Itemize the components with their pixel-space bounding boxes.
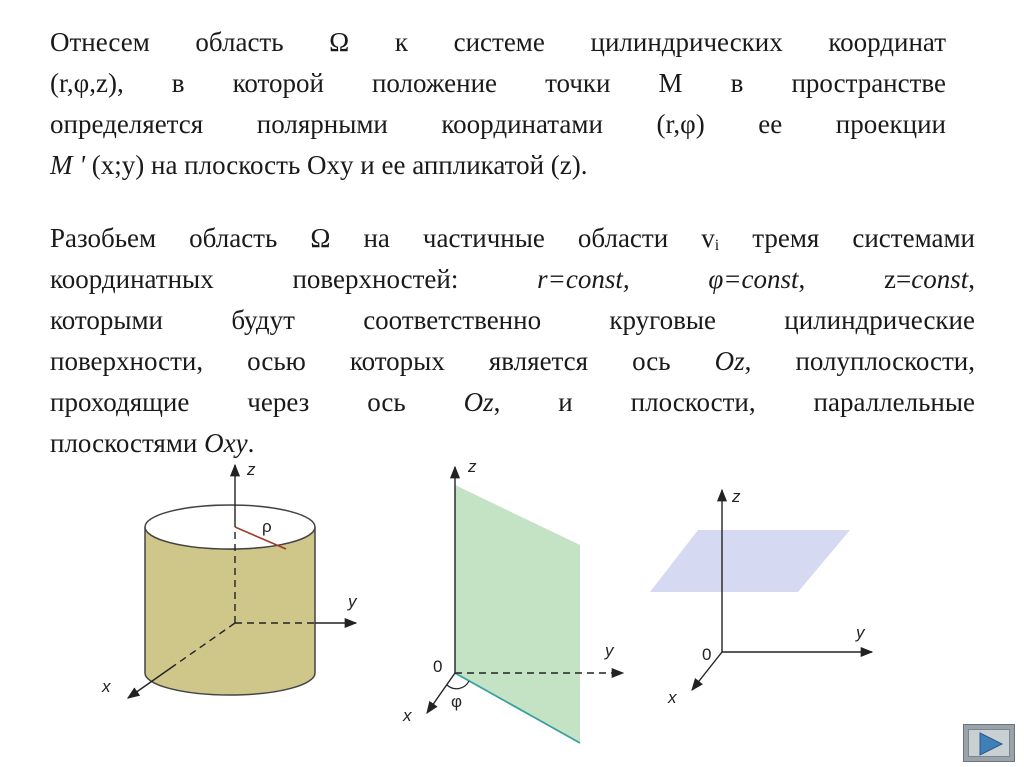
halfplane-figure xyxy=(395,455,645,765)
projection-point-label: M ' xyxy=(50,150,86,180)
p2-line-2-end: , xyxy=(968,264,975,294)
radius-label: ρ xyxy=(262,517,272,536)
p2-line-1-b: тремя системами xyxy=(719,223,975,253)
phi-arc xyxy=(447,681,469,689)
p2-line-6-a: плоскостями xyxy=(50,428,205,458)
halfplane-surface xyxy=(455,485,580,743)
x-axis-label: x xyxy=(668,688,677,707)
p2-line-3: которыми будут соответственно круговые цилиндрические xyxy=(50,305,975,335)
r-const: r=const, xyxy=(537,264,630,294)
cylinder-body xyxy=(145,527,315,695)
cylinder-figure xyxy=(90,455,390,755)
p2-line-6-b: . xyxy=(247,428,255,458)
axis-oz-2: Oz xyxy=(463,387,494,417)
z-axis-label: z xyxy=(247,460,256,479)
p2-line-4-a: поверхности, осью которых является ось xyxy=(50,346,715,376)
p1-line-3: определяется полярными координатами (r,φ) ее проекции xyxy=(50,109,946,139)
horizontal-plane xyxy=(650,530,850,592)
y-axis-label: y xyxy=(856,623,865,642)
plane-figure xyxy=(650,480,890,720)
p2-line-2 xyxy=(50,259,975,300)
p2-line-1-a: Разобьем область Ω на частичные области v xyxy=(50,223,715,253)
p1-line-2: (r,φ,z), в которой положение точки М в пространстве xyxy=(50,68,946,98)
z-const: const xyxy=(911,264,969,294)
p2-line-2-a: координатных поверхностей: xyxy=(50,264,538,294)
phi-const: φ=const xyxy=(708,264,799,294)
x-axis-label: x xyxy=(102,677,111,696)
play-arrow-icon xyxy=(964,725,1016,763)
origin-label: 0 xyxy=(702,645,712,664)
plane-oxy: Oxy xyxy=(204,428,248,458)
paragraph-partition xyxy=(50,218,975,464)
p2-line-2-sep1 xyxy=(630,264,709,294)
p2-line-5-b: , и плоскости, параллельные xyxy=(493,387,975,417)
cylinder-top xyxy=(145,505,315,549)
p2-line-1 xyxy=(50,218,975,259)
p1-line-4-rest: (x;y) на плоскость Oxy и ее аппликатой (z). xyxy=(85,150,588,180)
z-axis-label: z xyxy=(732,487,741,506)
y-axis-label: y xyxy=(348,592,357,611)
p1-line-1: Отнесем область Ω к системе цилиндрических координат xyxy=(50,27,946,57)
p2-line-4 xyxy=(50,341,975,382)
z-axis-label: z xyxy=(468,457,477,476)
p2-line-5 xyxy=(50,382,975,423)
y-axis-label: y xyxy=(605,641,614,660)
x-axis-label: x xyxy=(403,706,412,725)
subscript-i: i xyxy=(714,237,720,254)
p1-line-4 xyxy=(50,145,946,186)
paragraph-cylindrical-coords xyxy=(50,22,946,186)
p2-line-2-sep2: , z= xyxy=(798,264,912,294)
next-slide-button[interactable] xyxy=(963,724,1015,762)
p2-line-4-b: , полуплоскости, xyxy=(744,346,975,376)
axis-oz-1: Oz xyxy=(714,346,745,376)
p2-line-5-a: проходящие через ось xyxy=(50,387,464,417)
origin-label: 0 xyxy=(433,657,443,676)
phi-label: φ xyxy=(451,692,463,711)
